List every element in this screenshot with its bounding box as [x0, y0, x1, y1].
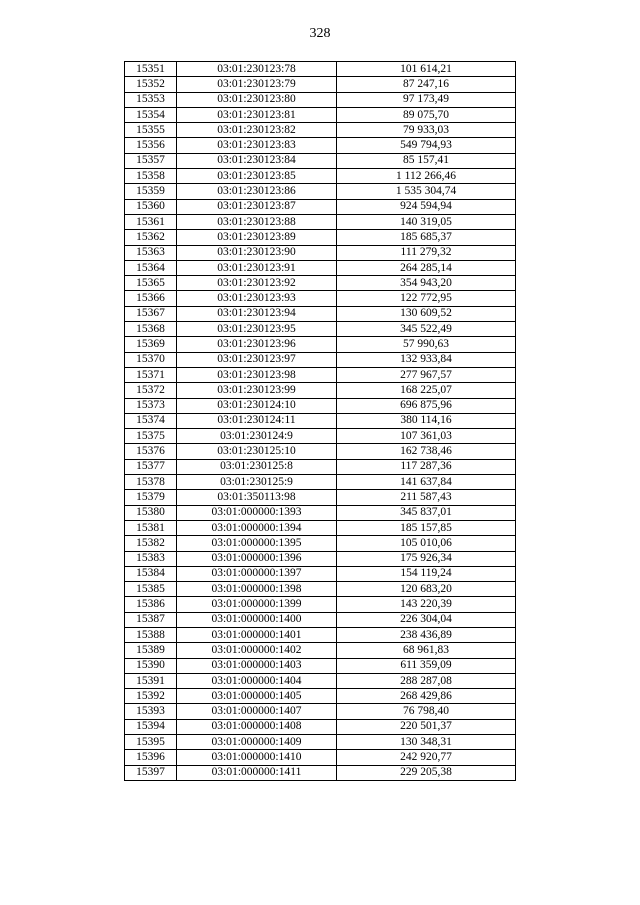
cadastral-number-cell: 03:01:230124:10	[177, 398, 337, 413]
row-number-cell: 15360	[125, 199, 177, 214]
cadastral-value-cell: 87 247,16	[337, 77, 516, 92]
cadastral-value-cell: 140 319,05	[337, 214, 516, 229]
table-row	[125, 138, 516, 153]
table-row	[125, 444, 516, 459]
cadastral-value-cell: 141 637,84	[337, 475, 516, 490]
cadastral-number-cell: 03:01:230123:97	[177, 352, 337, 367]
row-number-cell: 15355	[125, 123, 177, 138]
cadastral-number-cell: 03:01:230123:79	[177, 77, 337, 92]
cadastral-number-cell: 03:01:000000:1411	[177, 765, 337, 780]
cadastral-number-cell: 03:01:230124:9	[177, 429, 337, 444]
cadastral-value-cell: 168 225,07	[337, 383, 516, 398]
table-row	[125, 505, 516, 520]
row-number-cell: 15373	[125, 398, 177, 413]
row-number-cell: 15377	[125, 459, 177, 474]
cadastral-value-cell: 220 501,37	[337, 719, 516, 734]
table-row	[125, 520, 516, 535]
table-body	[125, 62, 516, 781]
table-row	[125, 123, 516, 138]
table-row	[125, 536, 516, 551]
cadastral-value-cell: 162 738,46	[337, 444, 516, 459]
cadastral-value-cell: 264 285,14	[337, 260, 516, 275]
cadastral-value-cell: 97 173,49	[337, 92, 516, 107]
table-row	[125, 383, 516, 398]
cadastral-value-cell: 611 359,09	[337, 658, 516, 673]
row-number-cell: 15387	[125, 612, 177, 627]
cadastral-number-cell: 03:01:000000:1396	[177, 551, 337, 566]
cadastral-value-cell: 229 205,38	[337, 765, 516, 780]
row-number-cell: 15390	[125, 658, 177, 673]
table-row	[125, 230, 516, 245]
cadastral-value-cell: 1 112 266,46	[337, 169, 516, 184]
cadastral-number-cell: 03:01:230123:84	[177, 153, 337, 168]
cadastral-value-cell: 354 943,20	[337, 276, 516, 291]
table-row	[125, 92, 516, 107]
row-number-cell: 15367	[125, 306, 177, 321]
row-number-cell: 15392	[125, 689, 177, 704]
cadastral-number-cell: 03:01:230124:11	[177, 413, 337, 428]
row-number-cell: 15372	[125, 383, 177, 398]
table-row	[125, 566, 516, 581]
cadastral-value-cell: 85 157,41	[337, 153, 516, 168]
row-number-cell: 15382	[125, 536, 177, 551]
cadastral-number-cell: 03:01:230125:9	[177, 475, 337, 490]
table-row	[125, 306, 516, 321]
row-number-cell: 15375	[125, 429, 177, 444]
row-number-cell: 15374	[125, 413, 177, 428]
row-number-cell: 15359	[125, 184, 177, 199]
cadastral-number-cell: 03:01:230123:82	[177, 123, 337, 138]
row-number-cell: 15380	[125, 505, 177, 520]
row-number-cell: 15369	[125, 337, 177, 352]
table-row	[125, 245, 516, 260]
cadastral-value-cell: 120 683,20	[337, 582, 516, 597]
row-number-cell: 15366	[125, 291, 177, 306]
cadastral-value-cell: 57 990,63	[337, 337, 516, 352]
cadastral-value-cell: 105 010,06	[337, 536, 516, 551]
row-number-cell: 15384	[125, 566, 177, 581]
table-row	[125, 199, 516, 214]
table-row	[125, 184, 516, 199]
table-row	[125, 689, 516, 704]
row-number-cell: 15389	[125, 643, 177, 658]
cadastral-value-cell: 277 967,57	[337, 367, 516, 382]
row-number-cell: 15371	[125, 367, 177, 382]
row-number-cell: 15396	[125, 750, 177, 765]
cadastral-value-cell: 268 429,86	[337, 689, 516, 704]
row-number-cell: 15365	[125, 276, 177, 291]
table-row	[125, 429, 516, 444]
row-number-cell: 15395	[125, 735, 177, 750]
cadastral-value-cell: 130 609,52	[337, 306, 516, 321]
cadastral-value-cell: 211 587,43	[337, 490, 516, 505]
cadastral-number-cell: 03:01:230123:98	[177, 367, 337, 382]
row-number-cell: 15351	[125, 62, 177, 77]
table-row	[125, 658, 516, 673]
cadastral-number-cell: 03:01:000000:1395	[177, 536, 337, 551]
row-number-cell: 15358	[125, 169, 177, 184]
row-number-cell: 15357	[125, 153, 177, 168]
cadastral-number-cell: 03:01:230123:80	[177, 92, 337, 107]
cadastral-number-cell: 03:01:000000:1399	[177, 597, 337, 612]
row-number-cell: 15364	[125, 260, 177, 275]
table-row	[125, 413, 516, 428]
cadastral-number-cell: 03:01:000000:1403	[177, 658, 337, 673]
row-number-cell: 15391	[125, 673, 177, 688]
table-row	[125, 551, 516, 566]
cadastral-number-cell: 03:01:000000:1410	[177, 750, 337, 765]
table-row	[125, 62, 516, 77]
cadastral-number-cell: 03:01:230123:94	[177, 306, 337, 321]
cadastral-value-cell: 345 837,01	[337, 505, 516, 520]
row-number-cell: 15356	[125, 138, 177, 153]
cadastral-value-cell: 111 279,32	[337, 245, 516, 260]
cadastral-value-table	[124, 61, 516, 781]
table-row	[125, 322, 516, 337]
cadastral-value-cell: 68 961,83	[337, 643, 516, 658]
cadastral-number-cell: 03:01:000000:1401	[177, 627, 337, 642]
cadastral-number-cell: 03:01:230123:81	[177, 107, 337, 122]
cadastral-number-cell: 03:01:230123:85	[177, 169, 337, 184]
table-row	[125, 582, 516, 597]
page-number: 328	[309, 26, 331, 41]
cadastral-value-cell: 107 361,03	[337, 429, 516, 444]
row-number-cell: 15397	[125, 765, 177, 780]
cadastral-value-cell: 143 220,39	[337, 597, 516, 612]
table-row	[125, 107, 516, 122]
cadastral-value-cell: 345 522,49	[337, 322, 516, 337]
cadastral-value-cell: 380 114,16	[337, 413, 516, 428]
table-row	[125, 704, 516, 719]
row-number-cell: 15385	[125, 582, 177, 597]
cadastral-number-cell: 03:01:230123:88	[177, 214, 337, 229]
cadastral-value-cell: 132 933,84	[337, 352, 516, 367]
table-row	[125, 169, 516, 184]
row-number-cell: 15354	[125, 107, 177, 122]
table-row	[125, 214, 516, 229]
cadastral-number-cell: 03:01:230123:87	[177, 199, 337, 214]
cadastral-number-cell: 03:01:230123:95	[177, 322, 337, 337]
row-number-cell: 15393	[125, 704, 177, 719]
table-row	[125, 291, 516, 306]
table-row	[125, 643, 516, 658]
cadastral-number-cell: 03:01:230123:83	[177, 138, 337, 153]
cadastral-value-cell: 130 348,31	[337, 735, 516, 750]
cadastral-number-cell: 03:01:000000:1398	[177, 582, 337, 597]
cadastral-value-cell: 79 933,03	[337, 123, 516, 138]
cadastral-number-cell: 03:01:000000:1405	[177, 689, 337, 704]
table-row	[125, 735, 516, 750]
cadastral-value-cell: 242 920,77	[337, 750, 516, 765]
cadastral-value-cell: 101 614,21	[337, 62, 516, 77]
cadastral-value-cell: 89 075,70	[337, 107, 516, 122]
table-row	[125, 612, 516, 627]
cadastral-number-cell: 03:01:230123:99	[177, 383, 337, 398]
table-row	[125, 337, 516, 352]
row-number-cell: 15352	[125, 77, 177, 92]
table-row	[125, 750, 516, 765]
cadastral-number-cell: 03:01:230125:10	[177, 444, 337, 459]
row-number-cell: 15379	[125, 490, 177, 505]
row-number-cell: 15376	[125, 444, 177, 459]
cadastral-value-cell: 924 594,94	[337, 199, 516, 214]
row-number-cell: 15381	[125, 520, 177, 535]
cadastral-number-cell: 03:01:000000:1409	[177, 735, 337, 750]
cadastral-number-cell: 03:01:230123:89	[177, 230, 337, 245]
table-row	[125, 153, 516, 168]
cadastral-number-cell: 03:01:000000:1404	[177, 673, 337, 688]
cadastral-value-cell: 175 926,34	[337, 551, 516, 566]
table-row	[125, 77, 516, 92]
cadastral-number-cell: 03:01:000000:1402	[177, 643, 337, 658]
cadastral-value-cell: 122 772,95	[337, 291, 516, 306]
table-row	[125, 260, 516, 275]
cadastral-number-cell: 03:01:230123:92	[177, 276, 337, 291]
cadastral-value-cell: 696 875,96	[337, 398, 516, 413]
row-number-cell: 15353	[125, 92, 177, 107]
cadastral-value-cell: 76 798,40	[337, 704, 516, 719]
cadastral-value-cell: 185 157,85	[337, 520, 516, 535]
cadastral-value-cell: 238 436,89	[337, 627, 516, 642]
table-row	[125, 490, 516, 505]
table-row	[125, 276, 516, 291]
row-number-cell: 15362	[125, 230, 177, 245]
cadastral-number-cell: 03:01:000000:1400	[177, 612, 337, 627]
cadastral-number-cell: 03:01:000000:1393	[177, 505, 337, 520]
row-number-cell: 15378	[125, 475, 177, 490]
cadastral-value-cell: 1 535 304,74	[337, 184, 516, 199]
row-number-cell: 15394	[125, 719, 177, 734]
table-row	[125, 475, 516, 490]
row-number-cell: 15363	[125, 245, 177, 260]
cadastral-value-cell: 117 287,36	[337, 459, 516, 474]
cadastral-number-cell: 03:01:000000:1394	[177, 520, 337, 535]
cadastral-number-cell: 03:01:230123:91	[177, 260, 337, 275]
cadastral-number-cell: 03:01:230123:86	[177, 184, 337, 199]
table-row	[125, 459, 516, 474]
cadastral-number-cell: 03:01:000000:1408	[177, 719, 337, 734]
row-number-cell: 15370	[125, 352, 177, 367]
cadastral-number-cell: 03:01:000000:1397	[177, 566, 337, 581]
row-number-cell: 15388	[125, 627, 177, 642]
row-number-cell: 15386	[125, 597, 177, 612]
table-row	[125, 673, 516, 688]
table-row	[125, 627, 516, 642]
cadastral-value-cell: 288 287,08	[337, 673, 516, 688]
cadastral-number-cell: 03:01:230125:8	[177, 459, 337, 474]
table-row	[125, 352, 516, 367]
table-row	[125, 367, 516, 382]
cadastral-value-cell: 549 794,93	[337, 138, 516, 153]
table-row	[125, 398, 516, 413]
table-row	[125, 597, 516, 612]
cadastral-number-cell: 03:01:230123:96	[177, 337, 337, 352]
cadastral-value-cell: 226 304,04	[337, 612, 516, 627]
row-number-cell: 15361	[125, 214, 177, 229]
row-number-cell: 15368	[125, 322, 177, 337]
cadastral-number-cell: 03:01:230123:78	[177, 62, 337, 77]
cadastral-number-cell: 03:01:350113:98	[177, 490, 337, 505]
cadastral-number-cell: 03:01:230123:93	[177, 291, 337, 306]
row-number-cell: 15383	[125, 551, 177, 566]
cadastral-value-cell: 185 685,37	[337, 230, 516, 245]
cadastral-number-cell: 03:01:000000:1407	[177, 704, 337, 719]
table-row	[125, 765, 516, 780]
table-row	[125, 719, 516, 734]
cadastral-value-cell: 154 119,24	[337, 566, 516, 581]
cadastral-number-cell: 03:01:230123:90	[177, 245, 337, 260]
